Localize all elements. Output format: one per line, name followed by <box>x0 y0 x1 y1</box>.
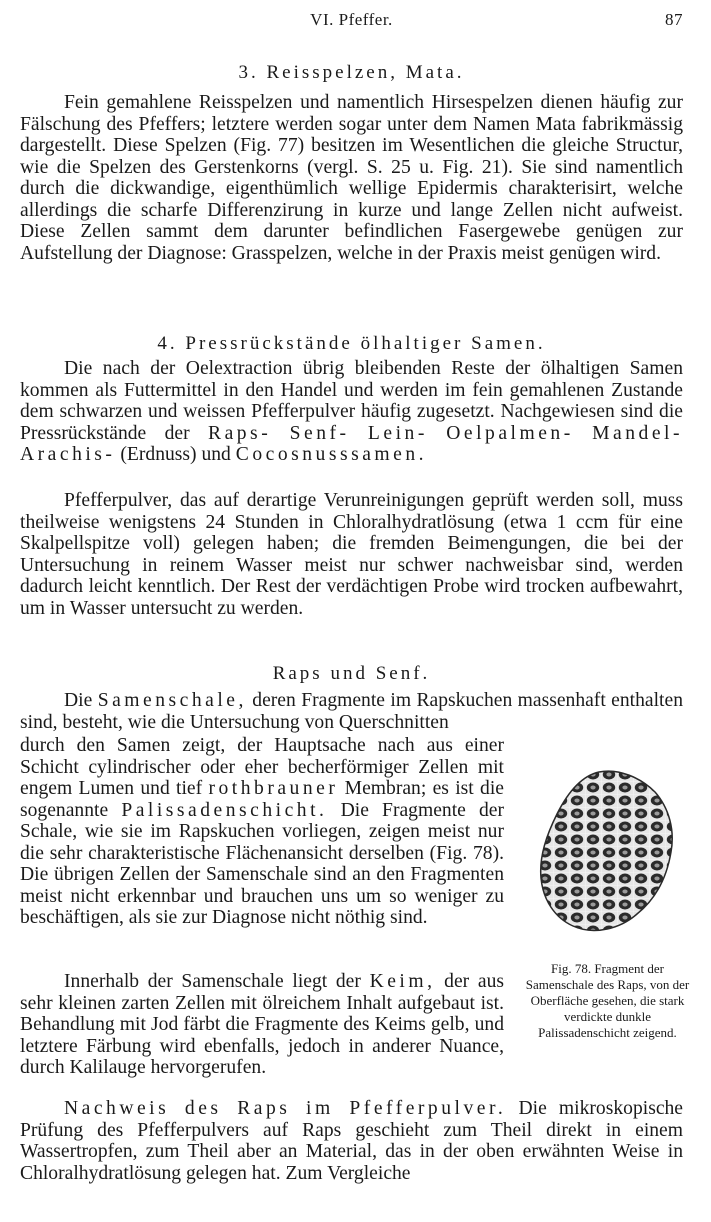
raps-senf-title: Raps und Senf. <box>272 663 431 684</box>
chapter-title: VI. Pfeffer. <box>310 10 393 29</box>
section-3-paragraph: Fein gemahlene Reisspelzen und namentlich Hirsespelzen dienen häufig zur Fälschung des Pfeffers; letztere werden sogar unter dem Namen Mata fabrikmässig dargestellt. Diese Spelzen (Fig. 77) besitzen im Wesentlichen die gleiche Structur, wie die Spelzen des Gerstenkorns (vergl. S. 25 u. Fig. 21). Sie sind namentlich durch die dickwandige, eigenthümlich wellige Epidermis charakterisirt, welche allerdings die scharfe Differenzirung in kurze und lange Zellen nicht aufweist. Diese Zellen sammt dem darunter befindlichen Fasergewebe genügen zur Aufstellung der Diagnose: Grasspelzen, welche in der Praxis meist genügen wird. <box>20 92 683 264</box>
raps-paragraph-1-lead: Die Samenschale, deren Fragmente im Rapskuchen massenhaft enthalten sind, besteht, wie die Untersuchung von Querschnitten <box>20 690 683 733</box>
figure-78-caption: Fig. 78. Fragment der Samenschale des Raps, von der Oberfläche gesehen, die stark verdickte dunkle Palissadenschicht zeigend. <box>525 961 690 1040</box>
term-senf: Senf- <box>289 422 350 444</box>
term-lein: Lein- <box>367 422 428 444</box>
term-nachweis: Nachweis des Raps im Pfefferpulver. <box>64 1098 507 1119</box>
figure-78 <box>525 768 690 1041</box>
raps-paragraph-3: Nachweis des Raps im Pfefferpulver. Die mikroskopische Prüfung des Pfefferpulvers auf Raps geschieht zum Theil direkt in einem Wassertropfen, zum Theil aber an Material, das in der oben erwähnten Weise in Chloralhydratlösung gelegen hat. Zum Vergleiche <box>20 1098 684 1184</box>
term-samenschale: Samenschale, <box>97 690 247 711</box>
section-3-title: 3. Reisspelzen, Mata. <box>238 62 465 83</box>
term-keim: Keim, <box>369 971 436 992</box>
seed-coat-fragment-illustration <box>537 768 677 938</box>
term-mandel: Mandel- <box>592 422 683 444</box>
term-rothbrauner: rothbrauner <box>208 778 339 799</box>
term-raps: Raps- <box>208 422 272 444</box>
term-cocos: Cocosnusssamen. <box>235 444 428 465</box>
running-head <box>20 10 683 34</box>
term-palissadenschicht: Palissadenschicht. <box>121 799 328 821</box>
section-4-title: 4. Pressrückstände ölhaltiger Samen. <box>157 333 546 354</box>
term-arachis: Arachis- <box>20 444 116 465</box>
section-4-paragraph-1: Die nach der Oelextraction übrig bleibenden Reste der ölhaltigen Samen kommen als Futtermittel in den Handel und werden im fein gemahlenen Zustande dem schwarzen und weissen Pfefferpulver häufig zugesetzt. Nachgewiesen sind die Pressrückstände der Raps- Senf- Lein- Oelpalmen- Mandel- Arachis- (Erdnuss) und Cocosnusssamen. <box>20 358 683 465</box>
raps-paragraph-1: durch den Samen zeigt, der Hauptsache nach aus einer Schicht cylindrischer oder eher becherförmiger Zellen mit engem Lumen und tief rothbrauner Membran; es ist die sogenannte Palissadenschicht. Die Fragmente der Schale, wie sie im Rapskuchen vorliegen, zeigen meist nur die sehr charakteristische Flächenansicht derselben (Fig. 78). Die übrigen Zellen der Samenschale sind an den Fragmenten meist nicht erkennbar und brauchen uns um so weniger zu beschäftigen, als sie zur Diagnose nicht nöthig sind. <box>20 735 505 928</box>
section-4-paragraph-2: Pfefferpulver, das auf derartige Verunreinigungen geprüft werden soll, muss theilweise wenigstens 24 Stunden in Chloralhydratlösung (etwa 1 ccm für eine Skalpellspitze voll) gelegen haben; die fremden Beimengungen, die bei der Untersuchung in reinem Wasser meist nur schwer nachweisbar sind, werden dadurch leicht kenntlich. Der Rest der verdächtigen Probe wird trocken aufbewahrt, um in Wasser untersucht zu werden. <box>20 490 683 619</box>
term-oelpalmen: Oelpalmen- <box>446 422 574 444</box>
page-number: 87 <box>665 10 683 29</box>
raps-paragraph-2: Innerhalb der Samenschale liegt der Keim, der aus sehr kleinen zarten Zellen mit ölreichem Inhalt aufgebaut ist. Behandlung mit Jod färbt die Fragmente des Keims gelb, und letztere Färbung wird ebenfalls, jedoch in anderer Nuance, durch Kalilauge hervorgerufen. <box>20 971 504 1078</box>
